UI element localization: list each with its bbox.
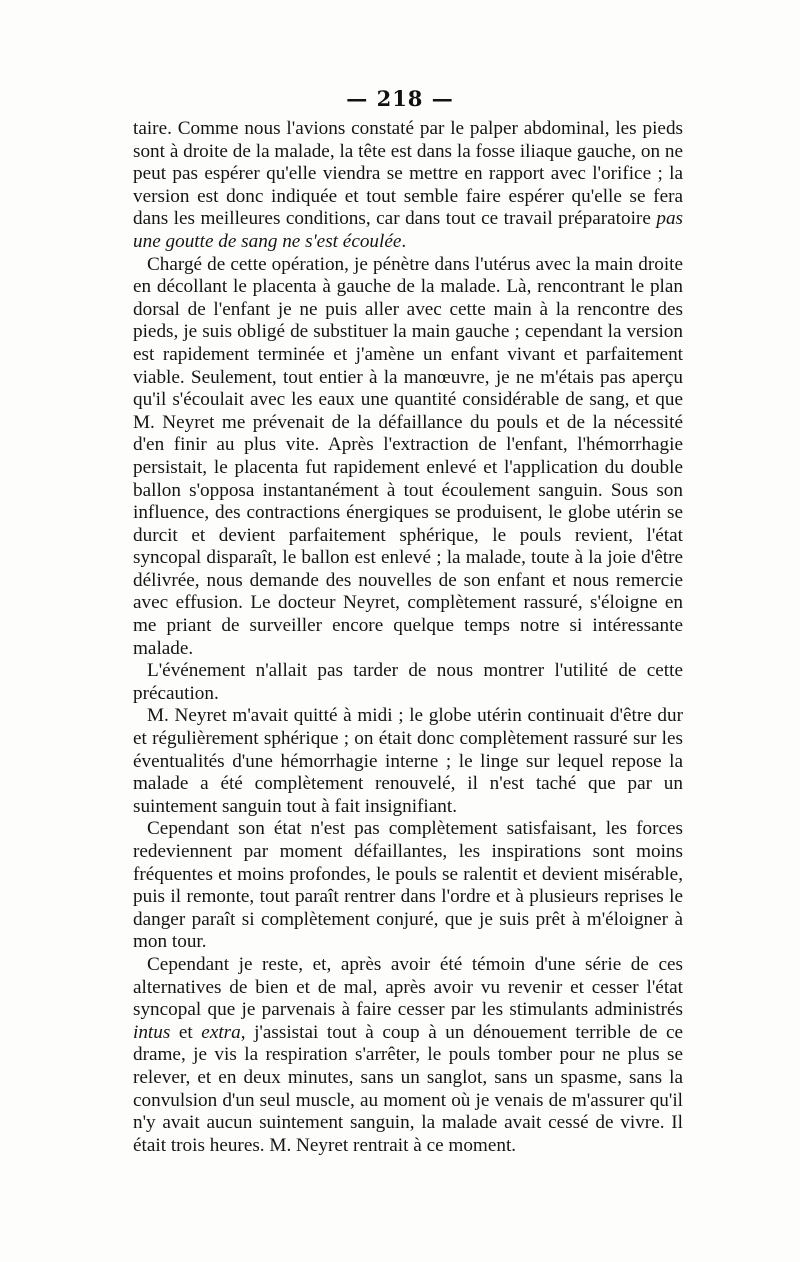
page-number: — 218 — xyxy=(346,86,454,111)
paragraph xyxy=(133,818,683,954)
text-run: M. Neyret m'avait quitté à midi ; le globe utérin continuait d'être dur et régulièrement sphérique ; on était donc complètement rassuré sur les éventualités d'une hémorrhagie interne ; le linge sur lequel repose la malade a été complètement renouvelé, il n'est taché que par un suintement sanguin tout à fait insignifiant. xyxy=(133,705,683,817)
italic-text: intus xyxy=(133,1021,171,1043)
paragraph xyxy=(133,118,683,254)
italic-text: extra xyxy=(201,1021,241,1043)
text-run: . xyxy=(401,230,407,252)
text-run: et xyxy=(170,1021,202,1043)
text-run: Cependant son état n'est pas complètement satisfaisant, les forces redeviennent par moment défaillantes, les inspirations sont moins fréquentes et moins profondes, le pouls se ralentit et devient misérable, puis il remonte, tout paraît rentrer dans l'ordre et à plusieurs reprises le danger paraît si complètement conjuré, que je suis prêt à m'éloigner à mon tour. xyxy=(133,818,683,953)
body-text xyxy=(133,118,683,1157)
text-run: , j'assistai tout à coup à un dénouement terrible de ce drame, je vis la respiration s'arrêter, le pouls tomber pour ne plus se relever, et en deux minutes, sans un sanglot, sans un spasme, sans la convulsion d'un seul muscle, au moment où je venais de m'assurer qu'il n'y avait aucun suintement sanguin, la malade avait cessé de vivre. Il était trois heures. M. Neyret rentrait à ce moment. xyxy=(133,1021,683,1156)
text-run: Cependant je reste, et, après avoir été témoin d'une série de ces alternatives de bien et de mal, après avoir vu revenir et cesser l'état syncopal que je parvenais à faire cesser par les stimulants administrés xyxy=(133,953,683,1021)
paragraph xyxy=(133,254,683,661)
text-run: L'événement n'allait pas tarder de nous montrer l'utilité de cette précaution. xyxy=(133,660,683,704)
text-run: Chargé de cette opération, je pénètre dans l'utérus avec la main droite en décollant le placenta à gauche de la malade. Là, rencontrant le plan dorsal de l'enfant je ne puis aller avec cette main à la rencontre des pieds, je suis obligé de substituer la main gauche ; cependant la version est rapidement terminée et j'amène un enfant vivant et parfaitement viable. Seulement, tout entier à la manœuvre, je ne m'étais pas aperçu qu'il s'écoulait avec les eaux une quantité considérable de sang, et que M. Neyret me prévenait de la défaillance du pouls et de la nécessité d'en finir au plus vite. Après l'extraction de l'enfant, l'hémorrhagie persistait, le placenta fut rapidement enlevé et l'application du double ballon s'opposa instantanément à tout écoulement sanguin. Sous son influence, des contractions énergiques se produisent, le globe utérin se durcit et devient parfaitement sphérique, le pouls revient, l'état syncopal disparaît, le ballon est enlevé ; la malade, toute à la joie d'être délivrée, nous demande des nouvelles de son enfant et nous remercie avec effusion. Le docteur Neyret, complètement rassuré, s'éloigne en me priant de surveiller encore quelque temps notre si intéressante malade. xyxy=(133,253,683,659)
paragraph xyxy=(133,660,683,705)
paragraph xyxy=(133,954,683,1157)
italic-text: pas une goutte de sang ne s'est écoulée xyxy=(133,208,683,252)
paragraph xyxy=(133,705,683,818)
text-run: taire. Comme nous l'avions constaté par le palper abdominal, les pieds sont à droite de la malade, la tête est dans la fosse iliaque gauche, on ne peut pas espérer qu'elle viendra se mettre en rapport avec l'orifice ; la version est donc indiquée et tout semble faire espérer qu'elle se fera dans les meilleures conditions, car dans tout ce travail préparatoire xyxy=(133,118,683,230)
